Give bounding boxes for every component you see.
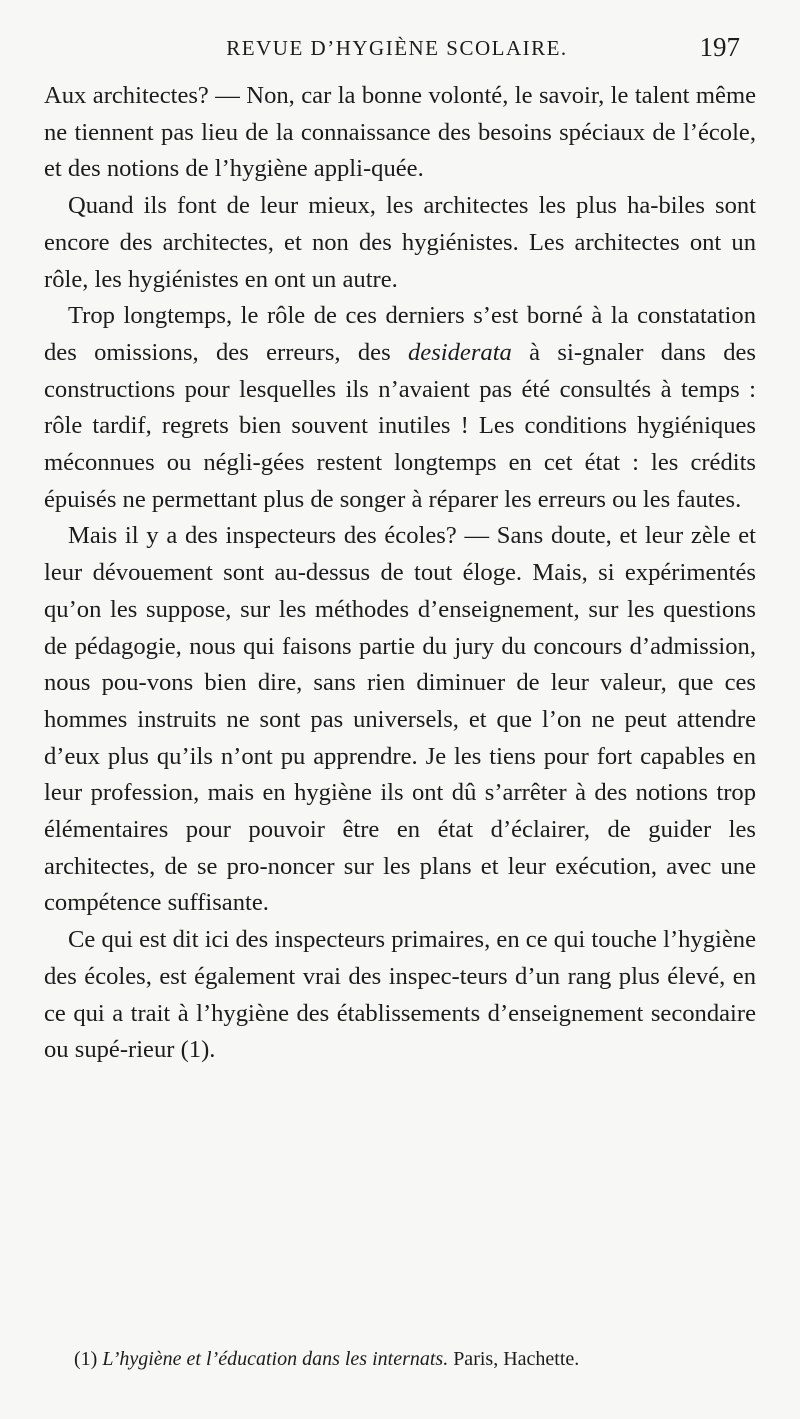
paragraph-text-after: à si-gnaler dans des constructions pour lesquelles ils n’avaient pas été consultés à temps : rôle tardif, regrets bien souvent inutiles ! Les conditions hygiéniques méconnues ou négli-gées restent longtemps en cet état : les crédits épuisés ne permettant plus de songer à réparer les erreurs ou les fautes. [44, 338, 756, 513]
paragraph-primary-inspectors: Ce qui est dit ici des inspecteurs primaires, en ce qui touche l’hygiène des écoles, est également vrai des inspec-teurs d’un rang plus élevé, en ce qui a trait à l’hygiène des établissements d’enseignement secondaire ou supé-rieur (1). [44, 926, 756, 1064]
desiderata-italic: desiderata [408, 338, 512, 366]
running-title: REVUE D’HYGIÈNE SCOLAIRE. [226, 36, 568, 60]
footnote [74, 1345, 754, 1373]
page-header [40, 32, 754, 68]
paragraph-text-before: Trop longtemps, le rôle de ces derniers s’est borné à la constatation des omissions, des erreurs, des [44, 302, 756, 366]
footnote-marker: (1) [74, 1348, 98, 1370]
body-text [44, 78, 756, 1069]
footnote-publisher: Paris, Hachette. [453, 1348, 580, 1370]
paragraph-hygienists-role: Quand ils font de leur mieux, les architectes les plus ha-biles sont encore des architectes, et non des hygiénistes. Les architectes ont un rôle, les hygiénistes en ont un autre. [44, 192, 756, 293]
paragraph-too-long [44, 298, 756, 518]
page-number: 197 [699, 32, 740, 62]
paragraph-architects: Aux architectes? — Non, car la bonne volonté, le savoir, le talent même ne tiennent pas lieu de la connaissance des besoins spéciaux de l’école, et des notions de l’hygiène appli-quée. [44, 82, 756, 183]
footnote-title: L’hygiène et l’éducation dans les internats. [102, 1348, 449, 1370]
paragraph-inspectors: Mais il y a des inspecteurs des écoles? — Sans doute, et leur zèle et leur dévouement sont au-dessus de tout éloge. Mais, si expérimentés qu’on les suppose, sur les méthodes d’enseignement, sur les questions de pédagogie, nous qui faisons partie du jury du concours d’admission, nous pou-vons bien dire, sans rien diminuer de leur valeur, que ces hommes instruits ne sont pas universels, et que l’on ne peut attendre d’eux plus qu’ils n’ont pu apprendre. Je les tiens pour fort capables en leur profession, mais en hygiène ils ont dû s’arrêter à des notions trop élémentaires pour pouvoir être en état d’éclairer, de guider les architectes, de se pro-noncer sur les plans et leur exécution, avec une compétence suffisante. [44, 522, 756, 917]
